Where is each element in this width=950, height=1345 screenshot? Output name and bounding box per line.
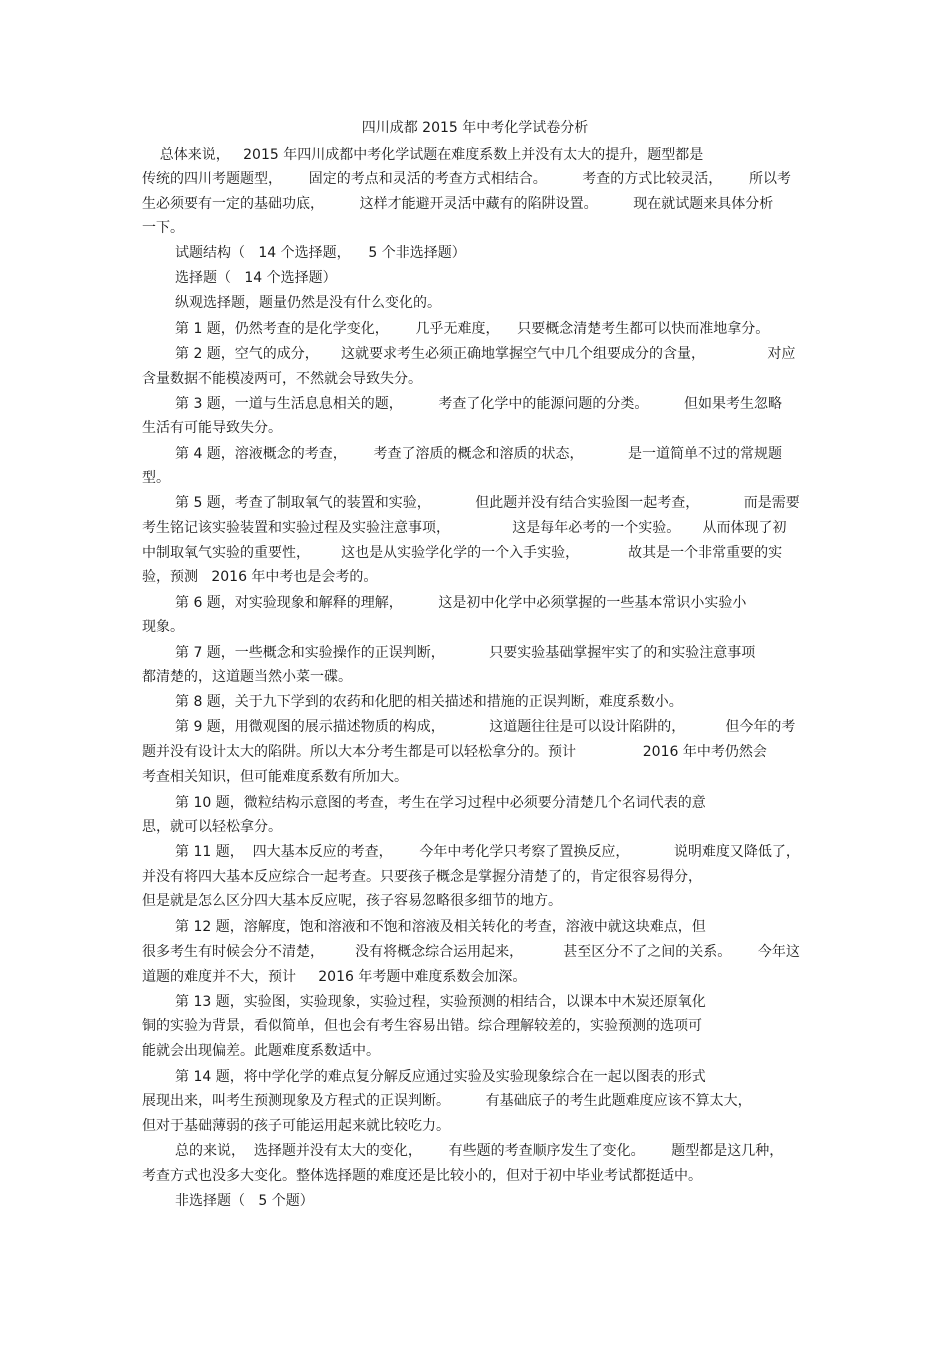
paragraph-line: 很多考生有时候会分不清楚， 没有将概念综合运用起来， 甚至区分不了之间的关系。 今年这: [142, 944, 800, 960]
section-heading: 试题结构（ 14 个选择题， 5 个非选择题）: [175, 245, 466, 261]
paragraph-line: 生必须要有一定的基础功底， 这样才能避开灵活中藏有的陷阱设置。 现在就试题来具体分析: [142, 196, 774, 212]
paragraph-line: 考生铭记该实验装置和实验过程及实验注意事项， 这是每年必考的一个实验。 从而体现了初: [142, 520, 787, 536]
paragraph-line: 能就会出现偏差。此题难度系数适中。: [142, 1043, 380, 1059]
paragraph-line: 第 8 题，关于九下学到的农药和化肥的相关描述和措施的正误判断，难度系数小。: [175, 694, 683, 710]
paragraph-line: 生活有可能导致失分。: [142, 420, 282, 436]
paragraph-line: 道题的难度并不大，预计 2016 年考题中难度系数会加深。: [142, 969, 527, 985]
paragraph-line: 第 13 题，实验图，实验现象，实验过程，实验预测的相结合，以课本中木炭还原氧化: [175, 994, 706, 1010]
paragraph-line: 第 11 题， 四大基本反应的考查， 今年中考化学只考察了置换反应， 说明难度又降低了，: [175, 844, 800, 860]
paragraph-line: 铜的实验为背景，看似简单，但也会有考生容易出错。综合理解较差的，实验预测的选项可: [142, 1018, 702, 1034]
paragraph-line: 型。: [142, 470, 170, 486]
paragraph-line: 一下。: [142, 220, 184, 236]
paragraph-line: 纵观选择题，题量仍然是没有什么变化的。: [175, 295, 441, 311]
document-title: 四川成都 2015 年中考化学试卷分析: [361, 120, 589, 136]
paragraph-line: 第 1 题，仍然考查的是化学变化， 几乎无难度， 只要概念清楚考生都可以快而准地拿分。: [175, 321, 770, 337]
paragraph-line: 验，预测 2016 年中考也是会考的。: [142, 569, 378, 585]
paragraph-line: 含量数据不能模凌两可，不然就会导致失分。: [142, 371, 422, 387]
paragraph-line: 但对于基础薄弱的孩子可能运用起来就比较吃力。: [142, 1118, 450, 1134]
paragraph-line: 第 2 题，空气的成分， 这就要求考生必须正确地掌握空气中几个组要成分的含量， 对应: [175, 346, 796, 362]
paragraph-line: 现象。: [142, 619, 184, 635]
paragraph-line: 考查方式也没多大变化。整体选择题的难度还是比较小的，但对于初中毕业考试都挺适中。: [142, 1168, 702, 1184]
paragraph-line: 第 10 题，微粒结构示意图的考查，考生在学习过程中必须要分清楚几个名词代表的意: [175, 795, 706, 811]
paragraph-line: 第 14 题，将中学化学的难点复分解反应通过实验及实验现象综合在一起以图表的形式: [175, 1069, 706, 1085]
paragraph-line: 题并没有设计太大的陷阱。所以大本分考生都是可以轻松拿分的。预计 2016 年中考仍然会: [142, 744, 767, 760]
paragraph-line: 第 7 题，一些概念和实验操作的正误判断， 只要实验基础掌握牢实了的和实验注意事项: [175, 645, 756, 661]
paragraph-line: 第 12 题，溶解度，饱和溶液和不饱和溶液及相关转化的考查，溶液中就这块难点，但: [175, 919, 706, 935]
paragraph-line: 第 3 题，一道与生活息息相关的题， 考查了化学中的能源问题的分类。 但如果考生忽略: [175, 396, 783, 412]
section-heading: 非选择题（ 5 个题）: [175, 1193, 314, 1209]
paragraph-line: 第 4 题，溶液概念的考查， 考查了溶质的概念和溶质的状态， 是一道简单不过的常规题: [175, 446, 783, 462]
paragraph-line: 传统的四川考题题型， 固定的考点和灵活的考查方式相结合。 考查的方式比较灵活， 所以考: [142, 171, 792, 187]
paragraph-line: 总的来说， 选择题并没有太大的变化， 有些题的考查顺序发生了变化。 题型都是这几种，: [175, 1143, 784, 1159]
paragraph-line: 第 5 题，考查了制取氧气的装置和实验， 但此题并没有结合实验图一起考查， 而是需要: [175, 495, 800, 511]
paragraph-line: 展现出来，叫考生预测现象及方程式的正误判断。 有基础底子的考生此题难度应该不算太大，: [142, 1093, 752, 1109]
paragraph-line: 并没有将四大基本反应综合一起考查。只要孩子概念是掌握分清楚了的，肯定很容易得分，: [142, 869, 702, 885]
paragraph-line: 第 6 题，对实验现象和解释的理解， 这是初中化学中必须掌握的一些基本常识小实验小: [175, 595, 747, 611]
paragraph-line: 中制取氧气实验的重要性， 这也是从实验学化学的一个入手实验， 故其是一个非常重要的实: [142, 545, 783, 561]
paragraph-line: 但是就是怎么区分四大基本反应呢，孩子容易忽略很多细节的地方。: [142, 893, 562, 909]
paragraph-line: 考查相关知识，但可能难度系数有所加大。: [142, 769, 408, 785]
paragraph-line: 思，就可以轻松拿分。: [142, 819, 282, 835]
section-heading: 选择题（ 14 个选择题）: [175, 270, 337, 286]
paragraph-line: 第 9 题，用微观图的展示描述物质的构成， 这道题往往是可以设计陷阱的， 但今年的考: [175, 719, 796, 735]
paragraph-line: 都清楚的，这道题当然小菜一碟。: [142, 669, 352, 685]
paragraph-line: 总体来说， 2015 年四川成都中考化学试题在难度系数上并没有太大的提升，题型都是: [142, 147, 704, 163]
